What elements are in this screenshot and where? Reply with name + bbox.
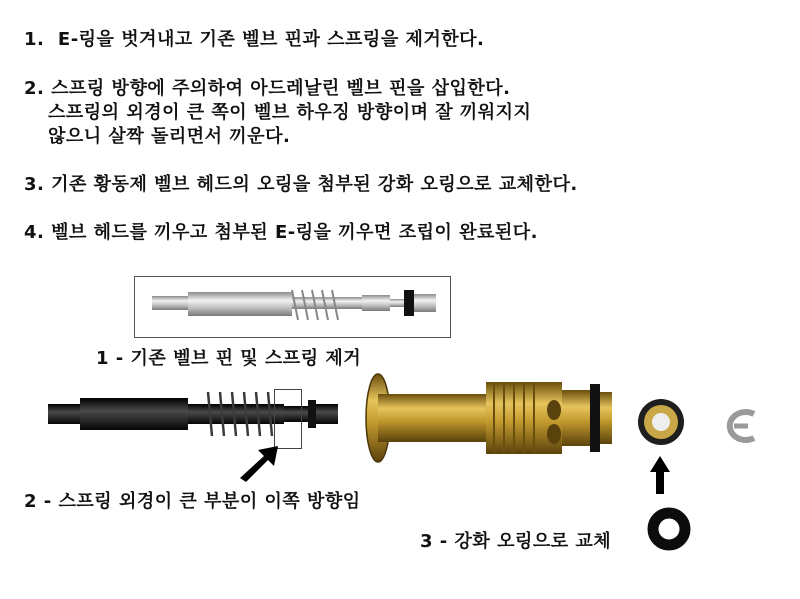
reinforced-oring-image (646, 506, 692, 552)
caption-spring-direction: 2 - 스프링 외경이 큰 부분이 이쪽 방향임 (24, 491, 361, 512)
caption-remove-pin: 1 - 기존 벨브 핀 및 스프링 제거 (96, 348, 362, 369)
step-4-line-1: 4. 벨브 헤드를 끼우고 첨부된 E-링을 끼우면 조립이 완료된다. (24, 222, 539, 243)
brass-valve-head-image (364, 372, 614, 464)
reinforced-oring-part-image (636, 396, 686, 448)
step-2-line-3: 않으니 살짝 돌리면서 끼운다. (48, 126, 291, 147)
step-2-line-2: 스프링의 외경이 큰 쪽이 벨브 하우징 방향이며 잘 끼워지지 (48, 102, 532, 123)
new-valve-pin-image (48, 384, 352, 444)
step-2-line-1: 2. 스프링 방향에 주의하여 아드레날린 벨브 핀을 삽입한다. (24, 78, 511, 99)
old-valve-pin-image (140, 280, 450, 334)
step-1-line-1: 1. E-링을 벗겨내고 기존 벨브 핀과 스프링을 제거한다. (24, 29, 485, 50)
arrow-icon (236, 442, 284, 482)
up-arrow-icon (650, 456, 670, 494)
spring-highlight-box (274, 389, 302, 449)
e-ring-image (714, 406, 766, 446)
step-3-line-1: 3. 기존 황동제 벨브 헤드의 오링을 첨부된 강화 오링으로 교체한다. (24, 174, 578, 195)
caption-replace-oring: 3 - 강화 오링으로 교체 (420, 531, 612, 552)
